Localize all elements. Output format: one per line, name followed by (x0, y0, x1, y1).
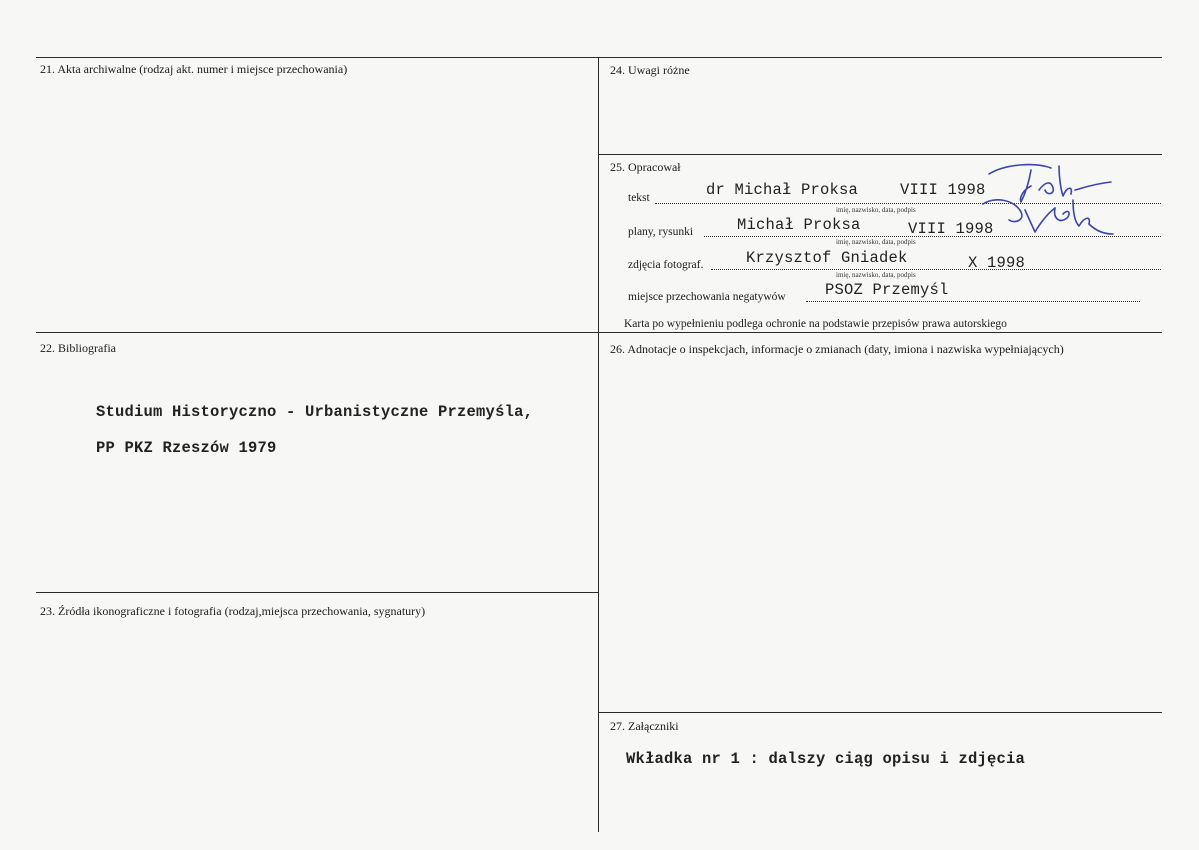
negatywy-dotted-line (806, 301, 1140, 302)
plany-value: Michał Proksa (737, 216, 861, 234)
tekst-hint: imię, nazwisko, data, podpis (836, 206, 916, 214)
section-27-label: 27. Załączniki (610, 719, 679, 733)
zdjecia-date: X 1998 (968, 254, 1026, 272)
plany-date: VIII 1998 (908, 220, 994, 238)
top-rule (36, 57, 1162, 58)
bibliography-line-2: PP PKZ Rzeszów 1979 (96, 439, 277, 457)
section-22-label: 22. Bibliografia (40, 341, 116, 355)
plany-hint: imię, nazwisko, data, podpis (836, 238, 916, 246)
tekst-date: VIII 1998 (900, 181, 986, 199)
zdjecia-value: Krzysztof Gniadek (746, 249, 908, 267)
rule-23-top (36, 592, 599, 593)
section-24-label: 24. Uwagi różne (610, 63, 690, 77)
rule-25-top (598, 154, 1162, 155)
negatywy-label: miejsce przechowania negatywów (628, 291, 786, 303)
section-26-label: 26. Adnotacje o inspekcjach, informacje o zmianach (daty, imiona i nazwiska wypełniających) (610, 342, 1064, 356)
bibliography-line-1: Studium Historyczno - Urbanistyczne Przemyśla, (96, 403, 534, 421)
tekst-value: dr Michał Proksa (706, 181, 859, 199)
zdjecia-label: zdjęcia fotograf. (628, 259, 704, 271)
attachments-value: Wkładka nr 1 : dalszy ciąg opisu i zdjęcia (626, 750, 1026, 768)
tekst-label: tekst (628, 192, 650, 204)
section-21-label: 21. Akta archiwalne (rodzaj akt. numer i miejsce przechowania) (40, 62, 348, 76)
rule-22-top (36, 332, 1162, 333)
zdjecia-hint: imię, nazwisko, data, podpis (836, 271, 916, 279)
section-23-label: 23. Źródła ikonograficzne i fotografia (rodzaj,miejsca przechowania, sygnatury) (40, 604, 426, 618)
center-divider (598, 57, 599, 832)
plany-label: plany, rysunki (628, 226, 694, 238)
rule-27-top (598, 712, 1162, 713)
copyright-note: Karta po wypełnieniu podlega ochronie na podstawie przepisów prawa autorskiego (624, 318, 1007, 330)
zdjecia-dotted-line (711, 269, 1161, 270)
signature-plany (975, 194, 1125, 240)
section-25-label: 25. Opracował (610, 160, 681, 174)
negatywy-value: PSOZ Przemyśl (825, 281, 949, 299)
